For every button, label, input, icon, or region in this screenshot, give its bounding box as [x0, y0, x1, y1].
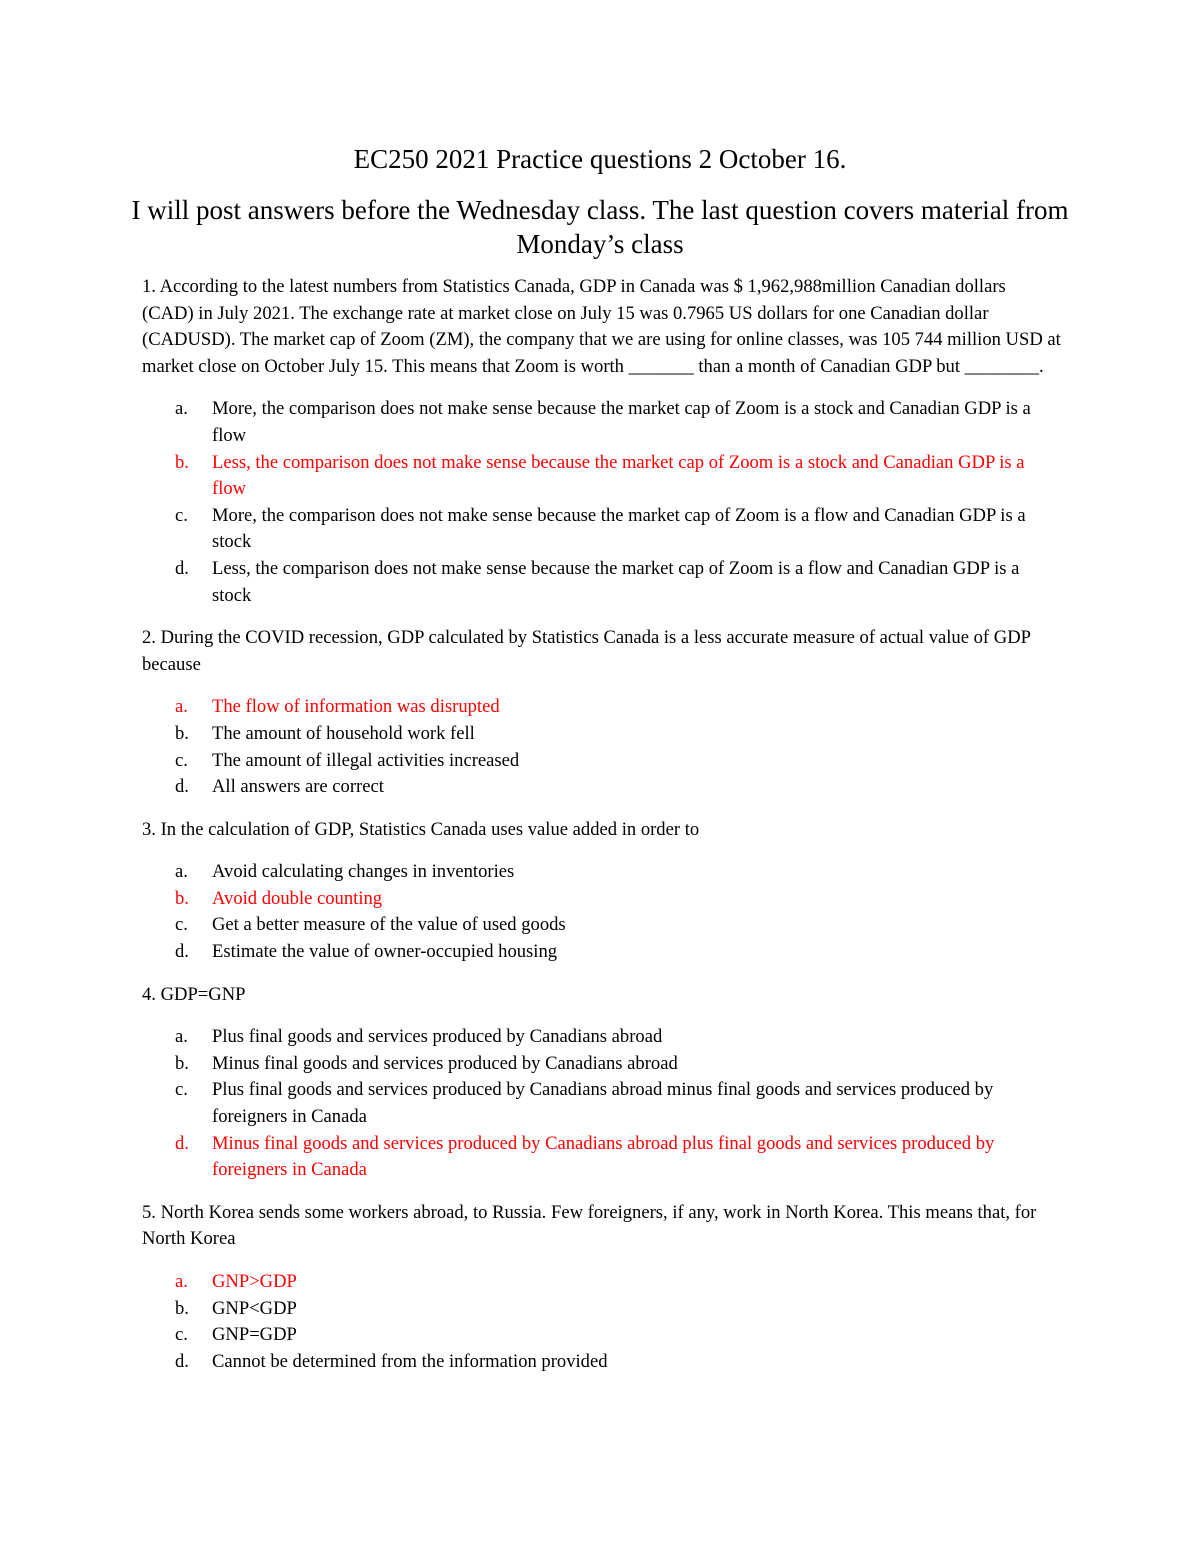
option-letter: c.: [175, 504, 188, 526]
option-text: Minus final goods and services produced by Canadians abroad: [212, 1052, 678, 1074]
answer-option: [142, 939, 1062, 966]
option-text: Get a better measure of the value of used goods: [212, 914, 566, 936]
answer-option: [142, 1322, 1062, 1349]
question-stem: 2. During the COVID recession, GDP calculated by Statistics Canada is a less accurate measure of actual value of GDP because: [142, 627, 1031, 675]
option-text: Plus final goods and services produced by Canadians abroad: [212, 1026, 663, 1048]
document-subtitle: I will post answers before the Wednesday class. The last question covers material from Monday’s class: [131, 195, 1069, 259]
option-letter: d.: [175, 1132, 189, 1154]
option-text: Avoid calculating changes in inventories: [212, 861, 515, 883]
option-letter: a.: [175, 861, 188, 883]
option-text: The amount of household work fell: [212, 722, 475, 744]
option-text: Cannot be determined from the information provided: [212, 1350, 608, 1372]
answer-option-correct: [142, 450, 1062, 503]
option-text: The flow of information was disrupted: [212, 696, 500, 718]
option-text: GNP>GDP: [212, 1271, 297, 1292]
answer-option-correct: [142, 1131, 1062, 1184]
option-letter: d.: [175, 557, 189, 579]
answer-option: [142, 1349, 1062, 1376]
option-letter: a.: [175, 696, 188, 718]
answer-options-list: [142, 396, 1062, 609]
option-text: Less, the comparison does not make sense because the market cap of Zoom is a flow and Canadian GDP is a stock: [212, 557, 1020, 606]
option-letter: b.: [175, 887, 189, 909]
answer-options-list: [142, 694, 1062, 800]
answer-option: [142, 748, 1062, 775]
option-letter: b.: [175, 722, 189, 744]
option-letter: b.: [175, 1052, 189, 1074]
option-letter: c.: [175, 1324, 188, 1346]
answer-options-list: [142, 1024, 1062, 1184]
answer-option: [142, 912, 1062, 939]
option-letter: b.: [175, 451, 189, 473]
option-text: All answers are correct: [212, 776, 384, 798]
question-stem: 5. North Korea sends some workers abroad, to Russia. Few foreigners, if any, work in North Korea. This means that, for North Korea: [142, 1201, 1037, 1250]
question-block: [142, 982, 1062, 1184]
option-text: GNP=GDP: [212, 1324, 297, 1346]
option-text: More, the comparison does not make sense because the market cap of Zoom is a stock and Canadian GDP is a flow: [212, 398, 1031, 446]
questions-container: [142, 274, 1062, 1391]
question-block: [142, 1200, 1062, 1376]
document-title: EC250 2021 Practice questions 2 October 16.: [353, 144, 847, 174]
option-text: Minus final goods and services produced by Canadians abroad plus final goods and services produced by foreigners in Canada: [212, 1132, 995, 1181]
answer-options-list: [142, 1269, 1062, 1375]
option-letter: c.: [175, 749, 188, 771]
option-text: Plus final goods and services produced by Canadians abroad minus final goods and services produced by foreigners in Canada: [212, 1079, 994, 1128]
answer-option: [142, 1077, 1062, 1130]
option-text: Avoid double counting: [212, 887, 383, 909]
answer-option: [142, 396, 1062, 449]
answer-option: [142, 721, 1062, 748]
answer-option: [142, 1024, 1062, 1051]
option-letter: d.: [175, 776, 189, 798]
option-text: GNP<GDP: [212, 1297, 297, 1319]
answer-options-list: [142, 859, 1062, 965]
option-letter: c.: [175, 1079, 188, 1101]
question-block: [142, 625, 1062, 801]
question-stem: 1. According to the latest numbers from Statistics Canada, GDP in Canada was $ 1,962,988million Canadian dollars (CAD) in July 2021. The exchange rate at market close on July 15 was 0.7965 US dollars for one Canadian dollar (CADUSD). The market cap of Zoom (ZM), the company that we are using for online classes, was 105 744 million USD at market close on October July 15. This means that Zoom is worth _______ than a month of Canadian GDP but ________.: [142, 276, 1061, 377]
option-text: Less, the comparison does not make sense because the market cap of Zoom is a stock and Canadian GDP is a flow: [212, 451, 1025, 500]
option-letter: a.: [175, 1271, 188, 1292]
answer-option: [142, 556, 1062, 609]
option-letter: a.: [175, 1026, 188, 1048]
answer-option-correct: [142, 886, 1062, 913]
answer-option-correct: [142, 694, 1062, 721]
question-stem: 3. In the calculation of GDP, Statistics Canada uses value added in order to: [142, 818, 700, 840]
answer-option-correct: [142, 1269, 1062, 1296]
option-text: The amount of illegal activities increased: [212, 749, 520, 771]
question-stem: 4. GDP=GNP: [142, 983, 246, 1005]
answer-option: [142, 774, 1062, 801]
option-text: More, the comparison does not make sense because the market cap of Zoom is a flow and Canadian GDP is a stock: [212, 504, 1026, 553]
option-letter: b.: [175, 1297, 189, 1319]
option-text: Estimate the value of owner-occupied housing: [212, 941, 558, 963]
option-letter: d.: [175, 1350, 189, 1372]
answer-option: [142, 859, 1062, 886]
answer-option: [142, 1296, 1062, 1323]
answer-option: [142, 503, 1062, 556]
option-letter: a.: [175, 398, 188, 420]
option-letter: d.: [175, 941, 189, 963]
answer-option: [142, 1051, 1062, 1078]
question-block: [142, 274, 1062, 609]
question-block: [142, 817, 1062, 966]
option-letter: c.: [175, 914, 188, 936]
